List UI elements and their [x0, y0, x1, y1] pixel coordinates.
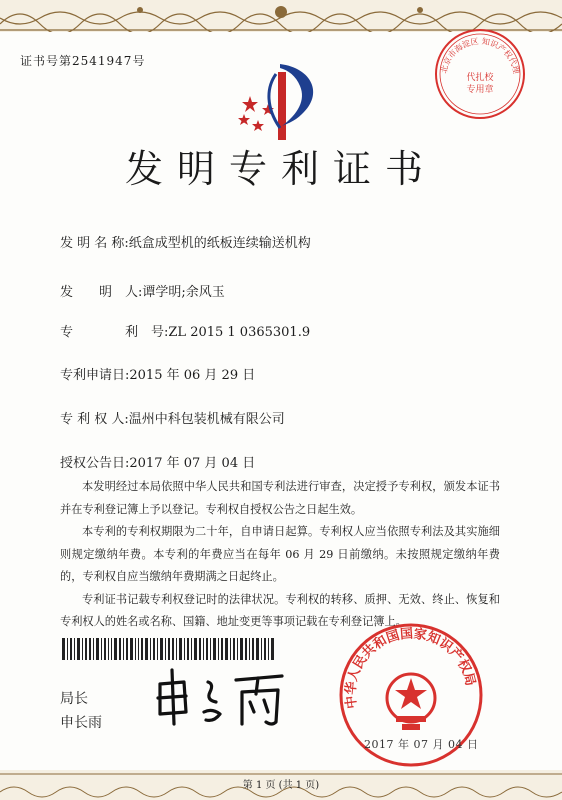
- field-patentee: [60, 408, 285, 427]
- director-name: 申长雨: [60, 715, 102, 731]
- field-patent-number: [60, 321, 310, 340]
- agent-stamp-icon: [432, 26, 528, 122]
- field-label: 发 明 名 称:: [60, 236, 129, 251]
- field-label: 专 利 号:: [60, 325, 169, 340]
- body-paragraph: 本发明经过本局依照中华人民共和国专利法进行审查，决定授予专利权，颁发本证书并在专利登记簿上予以登记。专利权自授权公告之日起生效。: [60, 480, 500, 516]
- seal-text: 中华人民共和国国家知识产权局: [343, 626, 478, 710]
- director-title: 局长: [60, 691, 88, 707]
- barcode-icon: [62, 638, 310, 660]
- field-label: 专利申请日:: [60, 368, 130, 383]
- field-label: 发 明 人:: [60, 285, 143, 300]
- field-label: 专 利 权 人:: [60, 412, 129, 427]
- certificate-number: 证书号第2541947号: [20, 54, 146, 68]
- director-signature: [150, 662, 300, 732]
- body-paragraph: 专利证书记载专利权登记时的法律状况。专利权的转移、质押、无效、终止、恢复和专利权人的姓名或名称、国籍、地址变更等事项记载在专利登记簿上。: [60, 592, 500, 628]
- field-value: 2015 年 06 月 29 日: [129, 368, 256, 383]
- field-value: 纸盒成型机的纸板连续输送机构: [128, 236, 311, 251]
- certificate-body: [60, 476, 500, 634]
- page-title: 发明专利证书: [124, 147, 437, 191]
- field-value: 温州中科包装机械有限公司: [128, 412, 285, 427]
- field-grant-date: [60, 452, 255, 471]
- field-value: 2017 年 07 月 04 日: [129, 456, 256, 471]
- seal-date: 2017 年 07 月 04 日: [364, 738, 479, 751]
- cnipa-logo-icon: [232, 44, 332, 144]
- field-application-date: [60, 364, 255, 383]
- svg-text:北京市海淀区 知识产权代理: 北京市海淀区 知识产权代理: [439, 36, 521, 75]
- svg-text:代扎校: 代扎校: [466, 73, 494, 83]
- svg-text:专用章: 专用章: [466, 85, 494, 95]
- field-label: 授权公告日:: [60, 456, 130, 471]
- field-value: ZL 2015 1 0365301.9: [168, 325, 311, 340]
- field-inventor: [60, 281, 225, 300]
- body-paragraph: 本专利的专利权期限为二十年，自申请日起算。专利权人应当依照专利法及其实施细则规定缴纳年费。本专利的年费应当在每年 06 月 29 日前缴纳。未按照规定缴纳年费的，专利权自应当缴纳年费期满之日起终止。: [60, 525, 500, 583]
- field-value: 谭学明;余风玉: [142, 285, 225, 300]
- field-invention-name: [60, 232, 311, 251]
- page-number: 第 1 页 (共 1 页): [242, 780, 320, 791]
